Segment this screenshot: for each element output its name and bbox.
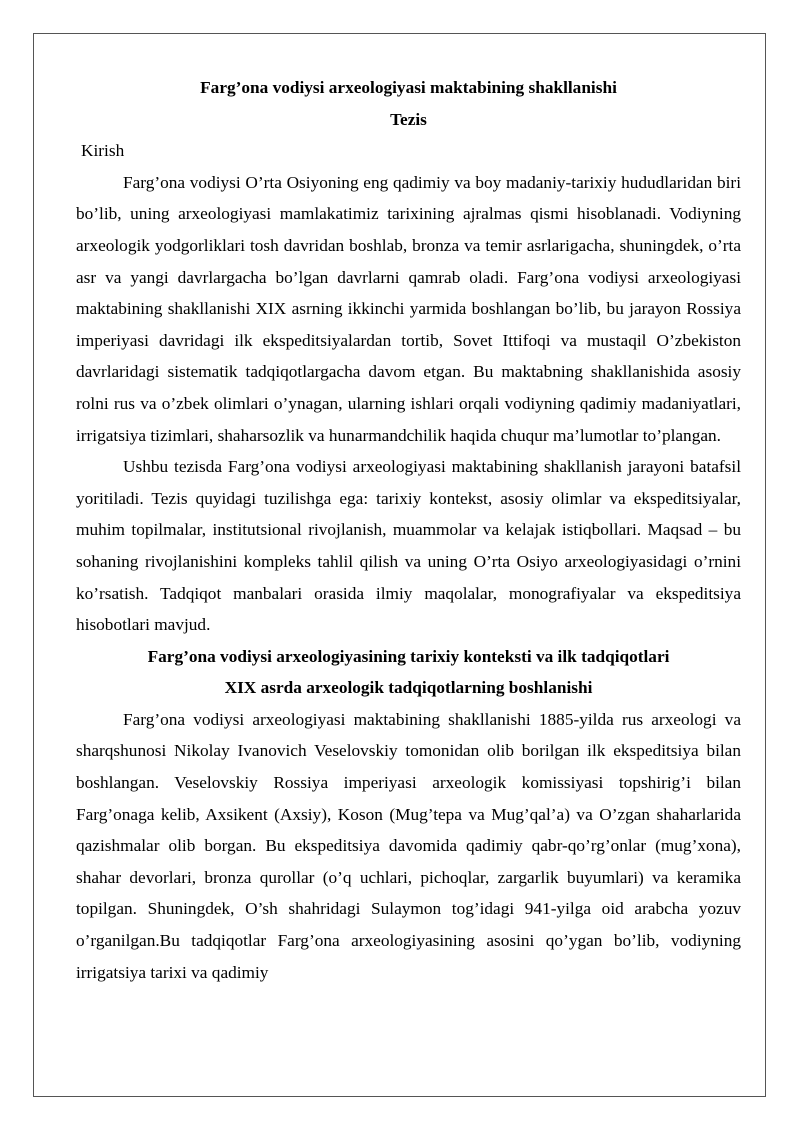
document-subtitle: Tezis <box>390 109 427 129</box>
section-paragraph: Farg’ona vodiysi arxeologiyasi maktabining shakllanishi 1885-yilda rus arxeologi va sharqshunosi Nikolay Ivanovich Veselovskiy tomonidan olib borilgan ilk ekspeditsiya bilan boshlangan. Veselovskiy Rossiya imperiyasi arxeologik komissiyasi topshirig’i bilan Farg’onaga kelib, Axsikent (Axsiy), Koson (Mug’tepa va Mug’qal’a) va O’zgan shaharlarida qazishmalar olib borgan. Bu ekspeditsiya davomida qadimiy qabr-qo’rg’onlar (mug’xona), shahar devorlari, bronza qurollar (o’q uchlari, pichoqlar, zargarlik buyumlari) va keramika topilgan. Shuningdek, O’sh shahridagi Sulaymon tog’idagi 941-yilga oid arabcha yozuv o’rganilgan.Bu tadqiqotlar Farg’ona arxeologiyasining asosini qo’ygan bo’lib, vodiyning irrigatsiya tarixi va qadimiy <box>76 709 741 982</box>
intro-paragraph-2: Ushbu tezisda Farg’ona vodiysi arxeologiyasi maktabining shakllanish jarayoni batafsil yoritiladi. Tezis quyidagi tuzilishga ega: tarixiy kontekst, asosiy olimlar va ekspeditsiyalar, muhim topilmalar, institutsional rivojlanish, muammolar va kelajak istiqbollari. Maqsad – bu sohaning rivojlanishini kompleks tahlil qilish va uning O’rta Osiyo arxeologiyasidagi o’rnini ko’rsatish. Tadqiqot manbalari orasida ilmiy maqolalar, monografiyalar va ekspeditsiya hisobotlari mavjud. <box>76 457 741 635</box>
document-body <box>76 72 741 988</box>
intro-label: Kirish <box>81 141 125 161</box>
document-title: Farg’ona vodiysi arxeologiyasi maktabining shakllanishi <box>200 78 617 97</box>
subsection-heading: XIX asrda arxeologik tadqiqotlarning boshlanishi <box>224 678 593 698</box>
intro-paragraph-1: Farg’ona vodiysi O’rta Osiyoning eng qadimiy va boy madaniy-tarixiy hududlaridan biri bo’lib, uning arxeologiyasi mamlakatimiz tarixining ajralmas qismi hisoblanadi. Vodiyning arxeologik yodgorliklari tosh davridan boshlab, bronza va temir asrlarigacha, shuningdek, o’rta asr va yangi davrlargacha bo’lgan davrlarni qamrab oladi. Farg’ona vodiysi arxeologiyasi maktabining shakllanishi XIX asrning ikkinchi yarmida boshlangan bo’lib, bu jarayon Rossiya imperiyasi davridagi ilk ekspeditsiyalardan tortib, Sovet Ittifoqi va mustaqil O’zbekiston davrlaridagi sistematik tadqiqotlargacha davom etgan. Bu maktabning shakllanishida asosiy rolni rus va o’zbek olimlari o’ynagan, ularning ishlari orqali vodiyning qadimiy madaniyatlari, irrigatsiya tizimlari, shaharsozlik va hunarmandchilik haqida chuqur ma’lumotlar to’plangan. <box>76 172 741 445</box>
section-heading: Farg’ona vodiysi arxeologiyasining tarixiy konteksti va ilk tadqiqotlari <box>147 646 670 666</box>
